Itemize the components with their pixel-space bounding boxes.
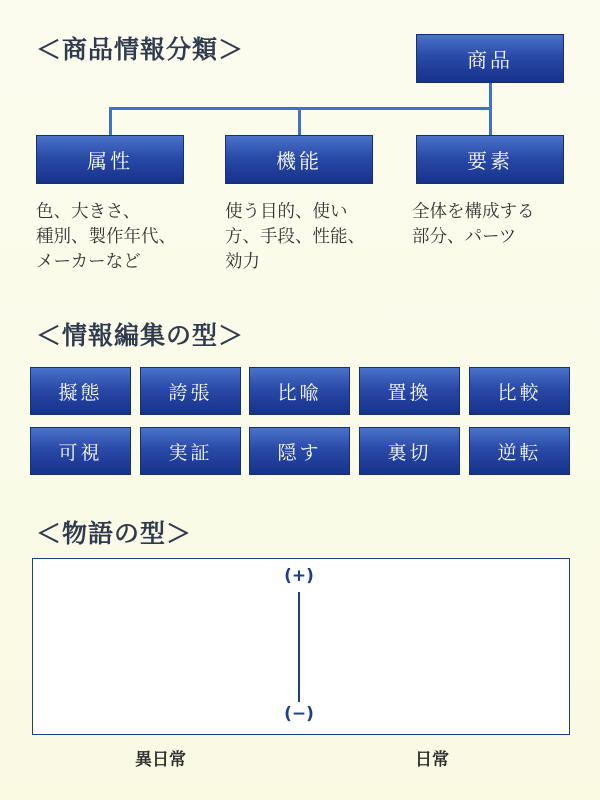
info-editing-heading: ＜情報編集の型＞ bbox=[36, 321, 245, 350]
vertical-axis-line bbox=[298, 592, 300, 702]
function-description: 使う目的、使い 方、手段、性能、 効力 bbox=[225, 202, 365, 272]
connector-child-1 bbox=[109, 107, 112, 136]
story-heading: ＜物語の型＞ bbox=[36, 519, 193, 548]
info-type-tile: 可視 bbox=[30, 427, 131, 475]
node-attribute: 属性 bbox=[36, 135, 184, 184]
connector-root-stem bbox=[489, 83, 492, 109]
product-classification-heading: ＜商品情報分類＞ bbox=[36, 35, 245, 64]
info-type-tile: 比較 bbox=[469, 367, 570, 415]
label-extraordinary: 異日常 bbox=[135, 750, 186, 770]
info-type-tile: 隠す bbox=[249, 427, 350, 475]
info-type-tile: 実証 bbox=[140, 427, 241, 475]
info-type-tile: 逆転 bbox=[469, 427, 570, 475]
connector-child-3 bbox=[489, 107, 492, 136]
info-type-tile: 擬態 bbox=[30, 367, 131, 415]
info-type-tile: 誇張 bbox=[140, 367, 241, 415]
element-description: 全体を構成する 部分、パーツ bbox=[412, 202, 535, 247]
label-ordinary: 日常 bbox=[415, 750, 449, 770]
info-type-tile: 裏切 bbox=[359, 427, 460, 475]
axis-minus-label: (−) bbox=[284, 704, 314, 724]
node-function: 機能 bbox=[225, 135, 373, 184]
connector-child-2 bbox=[298, 107, 301, 136]
root-node-product: 商品 bbox=[416, 34, 564, 83]
info-type-tile: 比喩 bbox=[249, 367, 350, 415]
axis-plus-label: (+) bbox=[284, 566, 314, 586]
node-element: 要素 bbox=[416, 135, 564, 184]
attribute-description: 色、大きさ、 種別、製作年代、 メーカーなど bbox=[36, 202, 176, 272]
info-type-tile: 置換 bbox=[359, 367, 460, 415]
